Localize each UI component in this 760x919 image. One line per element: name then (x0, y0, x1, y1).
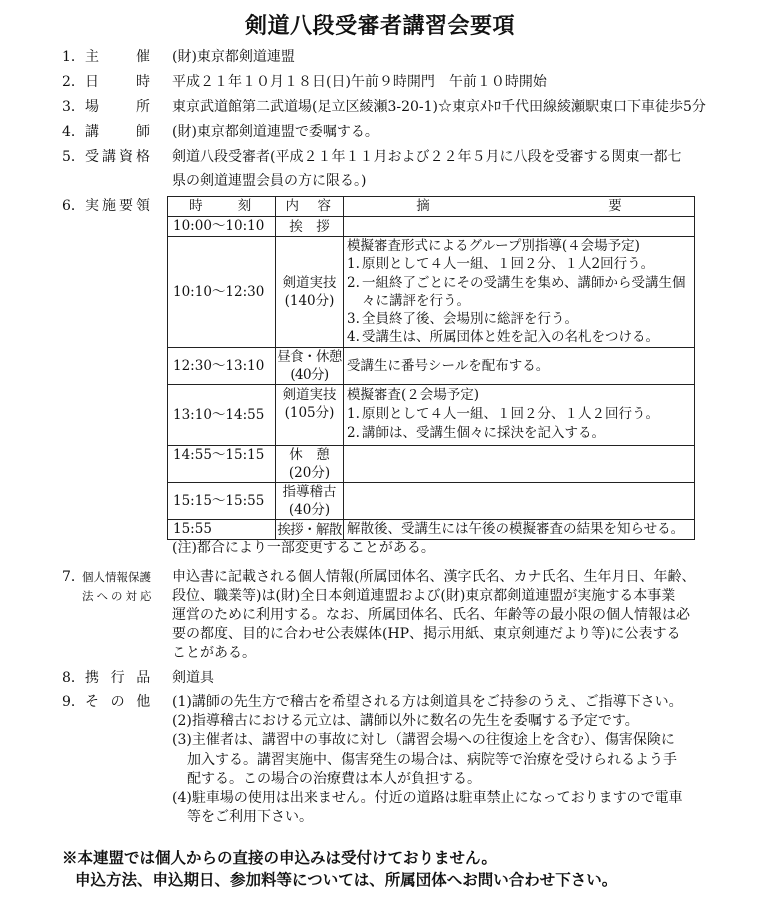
summary-text: 原則として４人一組、１回２分、１人2回行う。 (362, 256, 655, 273)
item-number: 8． (62, 670, 85, 686)
time-cell: 10:10～12:30 (168, 237, 276, 348)
item-label: 受講資格 (85, 149, 153, 165)
item-number: 2． (62, 74, 85, 90)
item-number: 5． (62, 149, 85, 165)
text-line: 要の都度、目的に合わせ公表媒体(HP、掲示用紙、東京剣連だより等)に公表する (172, 626, 681, 642)
list-text: 加入する。講習実施中、傷害発生の場合は、病院等で治療を受けられるよう手 (187, 751, 677, 768)
summary-cell (344, 348, 695, 385)
list-text: 講師の先生方で稽古を希望される方は剣道具をご持参のうえ、ご指導下さい。 (191, 694, 683, 710)
list-text: 主催者は、講習中の事故に対し（講習会場への往復途上を含む）、傷害保険に (191, 732, 675, 749)
summary-cell (344, 385, 695, 446)
time-cell: 13:10～14:55 (168, 385, 276, 446)
header-summary: 摘 要 (344, 197, 695, 217)
item-number: 1． (62, 49, 85, 65)
summary-text: 受講生は、所属団体と姓を記入の名札をつける。 (362, 329, 659, 346)
item-label: 実施要領 (85, 198, 153, 214)
summary-marker: 3. (347, 311, 360, 328)
schedule-row (168, 520, 695, 540)
footer-line: 申込方法、申込期日、参加料等については、所属団体へお問い合わせ下さい。 (75, 870, 618, 889)
list-text: 配する。この場合の治療費は本人が負担する。 (187, 770, 481, 787)
summary-line (347, 357, 694, 376)
summary-marker: 2. (347, 425, 360, 441)
summary-text: 講師は、受講生個々に採決を記入する。 (362, 425, 605, 441)
time-cell: 14:55～15:15 (168, 446, 276, 483)
summary-cell (344, 520, 695, 540)
summary-line (347, 424, 694, 443)
item-number: 9． (62, 694, 85, 710)
content-cell (276, 446, 344, 483)
item-label: そ の 他 (85, 694, 149, 710)
list-item-continuation (172, 770, 683, 789)
list-text: 指導稽古における元立は、講師以外に数名の先生を委嘱する予定です。 (191, 713, 639, 730)
content-line: (20分) (288, 465, 331, 481)
summary-text: 原則として４人一組、１回２分、１人２回行う。 (362, 406, 659, 422)
summary-line (347, 328, 694, 346)
note-text: (注)都合により一部変更することがある。 (172, 540, 435, 556)
item-label: 携 行 品 (85, 670, 149, 686)
footer-line: ※本連盟では個人からの直接の申込みは受付けておりません。 (62, 848, 497, 867)
item-value: 東京武道館第二武道場(足立区綾瀬3-20-1)☆東京ﾒﾄﾛ千代田線綾瀬駅東口下車徒歩5分 (172, 99, 706, 115)
schedule-row (168, 348, 695, 385)
item-value (172, 145, 681, 193)
content-line: 挨 拶 (289, 218, 330, 235)
list-text: 駐車場の使用は出来ません。付近の道路は駐車禁止になっておりますので電車 (191, 790, 683, 807)
summary-cell (344, 217, 695, 237)
list-item (172, 731, 683, 750)
item-number: 7． (62, 569, 85, 585)
list-item-continuation (172, 751, 683, 770)
content-line: 休 憩 (289, 447, 330, 463)
item-value: (財)東京都剣道連盟で委嘱する。 (172, 124, 379, 140)
header-time: 時 刻 (168, 197, 276, 217)
item-value: 平成２１年１０月１８日(日)午前９時開門 午前１０時開始 (172, 74, 547, 90)
summary-marker: 4. (347, 329, 360, 346)
list-marker: (3) (172, 732, 192, 749)
list-marker: (4) (172, 790, 192, 807)
content-line: (105分) (284, 405, 335, 421)
summary-text: 々に講評を行う。 (362, 292, 470, 309)
text-line: 県の剣道連盟会員の方に限る。) (172, 173, 367, 189)
summary-text: 模擬審査形式によるグループ別指導(４会場予定) (347, 238, 640, 254)
label-line: 個人情報保護 (82, 570, 151, 584)
summary-line (347, 386, 694, 405)
list-marker: (1) (172, 694, 192, 710)
text-line: 剣道八段受審者(平成２１年１１月および２２年５月に八段を受審する関東一都七 (172, 149, 682, 165)
content-line: (40分) (288, 502, 331, 518)
content-cell (276, 217, 344, 237)
item-value: (財)東京都剣道連盟 (172, 49, 295, 65)
item-number: 3． (62, 99, 85, 115)
schedule-row (168, 446, 695, 483)
time-cell: 12:30～13:10 (168, 348, 276, 385)
summary-line (347, 520, 694, 539)
label-line: 法への対応 (82, 589, 155, 603)
summary-text: 模擬審査(２会場予定) (347, 387, 480, 403)
list-item (172, 789, 683, 808)
content-line: (140分) (284, 293, 335, 309)
content-line: 剣道実技 (282, 275, 337, 291)
content-line: (40分) (290, 367, 329, 383)
item-label: 日 時 (85, 74, 153, 90)
schedule-row (168, 483, 695, 520)
summary-line (347, 255, 694, 273)
page-title: 剣道八段受審者講習会要項 (244, 13, 515, 39)
list-item-continuation (172, 808, 683, 827)
item-value (172, 568, 695, 663)
list-text: 等をご利用下さい。 (187, 809, 313, 826)
content-cell (276, 237, 344, 348)
header-content: 内 容 (276, 197, 344, 217)
schedule-row (168, 237, 695, 348)
list-marker: (2) (172, 713, 192, 730)
summary-text: 受講生に番号シールを配布する。 (347, 357, 550, 374)
text-line: 段位、職業等)は(財)全日本剣道連盟および(財)東京都剣道連盟が実施する本事業 (172, 588, 676, 604)
summary-line (347, 237, 694, 255)
schedule-table (167, 196, 695, 540)
summary-text: 全員終了後、会場別に総評を行う。 (362, 311, 578, 328)
item-label: 場 所 (85, 99, 153, 115)
content-line: 指導稽古 (282, 484, 337, 500)
item-number: 6． (62, 198, 85, 214)
text-line: 申込書に記載される個人情報(所属団体名、漢字氏名、カナ氏名、生年月日、年齢、 (172, 569, 696, 585)
content-line: 挨拶・解散 (277, 521, 342, 538)
summary-text: 一組終了ごとにその受講生を集め、講師から受講生個 (362, 274, 686, 291)
list-item (172, 693, 683, 712)
item-value: 剣道具 (172, 670, 214, 686)
time-cell: 10:00～10:10 (168, 217, 276, 237)
schedule-row (168, 217, 695, 237)
summary-line (347, 292, 694, 310)
list-item (172, 712, 683, 731)
item-label: 主 催 (85, 49, 153, 65)
summary-line (347, 274, 694, 292)
content-line: 昼食・休憩 (277, 349, 342, 365)
summary-marker: 1. (347, 406, 360, 422)
time-cell: 15:55 (168, 520, 276, 540)
content-cell (276, 348, 344, 385)
summary-cell (344, 446, 695, 483)
item-number: 4． (62, 124, 85, 140)
text-line: ことがある。 (172, 645, 256, 661)
other-list (172, 693, 683, 827)
summary-cell (344, 237, 695, 348)
content-line: 剣道実技 (282, 387, 337, 403)
time-cell: 15:15～15:55 (168, 483, 276, 520)
summary-marker: 1. (347, 256, 360, 273)
item-label (82, 568, 155, 606)
summary-text: 解散後、受講生には午後の模擬審査の結果を知らせる。 (347, 521, 685, 537)
content-cell (276, 385, 344, 446)
schedule-header-row (168, 197, 695, 217)
footer-notice (0, 847, 760, 891)
text-line: 運営のために利用する。なお、所属団体名、氏名、年齢等の最小限の個人情報は必 (172, 607, 690, 623)
content-cell (276, 483, 344, 520)
summary-line (347, 405, 694, 424)
summary-cell (344, 483, 695, 520)
summary-line (347, 310, 694, 328)
schedule-row (168, 385, 695, 446)
item-label: 講 師 (85, 124, 153, 140)
summary-marker: 2. (347, 274, 360, 291)
content-cell (276, 520, 344, 540)
